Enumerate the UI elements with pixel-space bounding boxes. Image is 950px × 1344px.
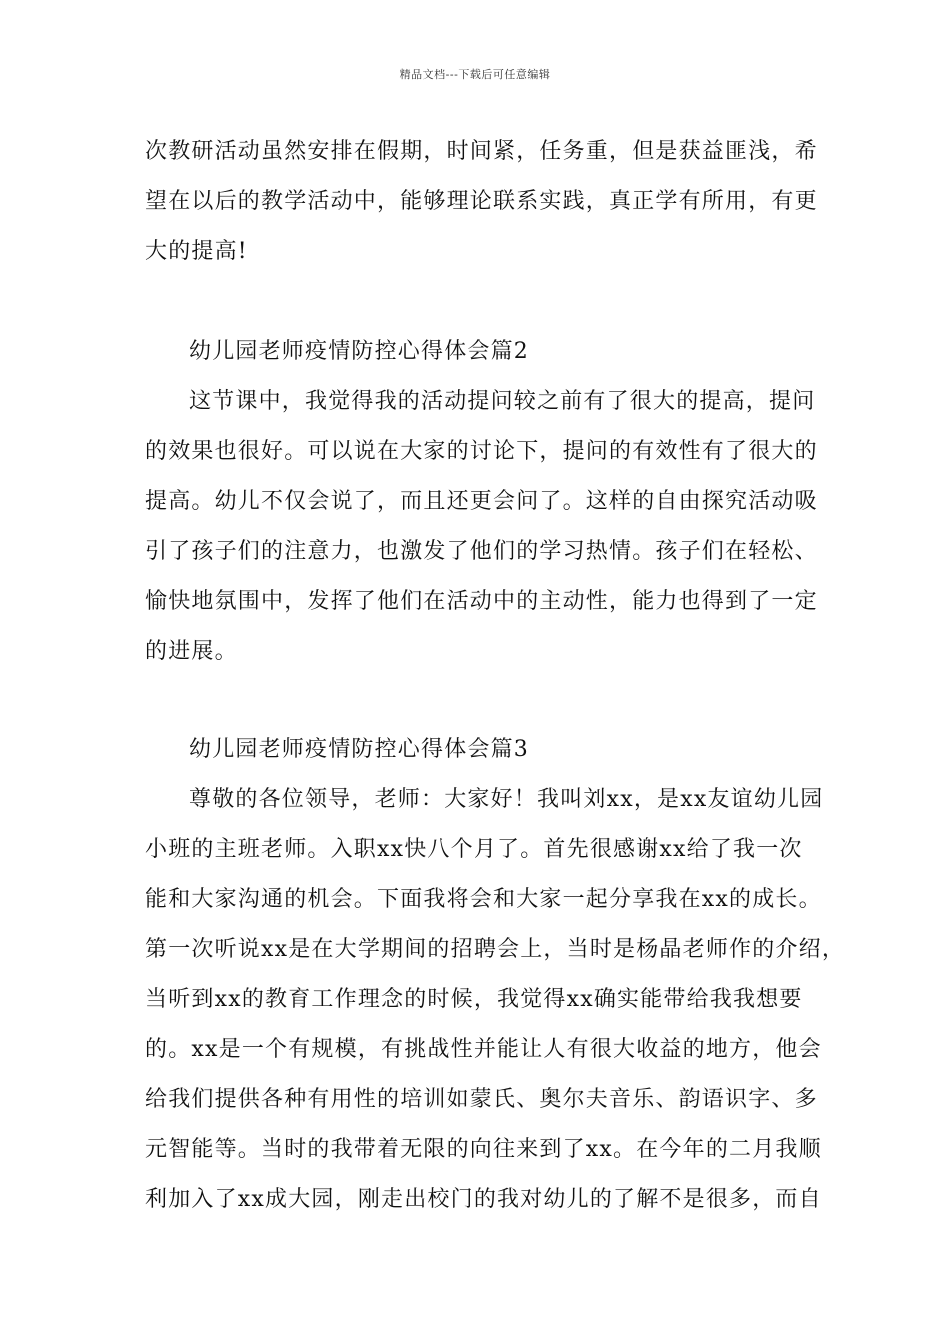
paragraph-line: 利加入了xx成大园，刚走出校门的我对幼儿的了解不是很多，而自 [145,1187,822,1212]
paragraph-line: 引了孩子们的注意力，也激发了他们的学习热情。孩子们在轻松、 [145,539,818,564]
paragraph-line: 次教研活动虽然安排在假期，时间紧，任务重，但是获益匪浅，希 [145,139,818,164]
paragraph-line: 大的提高! [145,239,248,264]
paragraph-line: 的。xx是一个有规模，有挑战性并能让人有很大收益的地方，他会 [145,1037,822,1062]
paragraph-line: 当听到xx的教育工作理念的时候，我觉得xx确实能带给我我想要 [145,987,803,1012]
paragraph-line: 小班的主班老师。入职xx快八个月了。首先很感谢xx给了我一次 [145,837,803,862]
paragraph-line: 的进展。 [145,639,238,664]
paragraph-line: 能和大家沟通的机会。下面我将会和大家一起分享我在xx的成长。 [145,887,822,912]
paragraph-line: 第一次听说xx是在大学期间的招聘会上，当时是杨晶老师作的介绍， [145,937,846,962]
section-heading: 幼儿园老师疫情防控心得体会篇2 [189,339,529,364]
paragraph-line: 给我们提供各种有用性的培训如蒙氏、奥尔夫音乐、韵语识字、多 [145,1087,818,1112]
paragraph-line: 望在以后的教学活动中，能够理论联系实践，真正学有所用，有更 [145,189,818,214]
paragraph-line: 的效果也很好。可以说在大家的讨论下，提问的有效性有了很大的 [145,439,818,464]
paragraph-line: 这节课中，我觉得我的活动提问较之前有了很大的提高，提问 [189,389,816,414]
paragraph-line: 元智能等。当时的我带着无限的向往来到了xx。在今年的二月我顺 [145,1137,822,1162]
paragraph-line: 愉快地氛围中，发挥了他们在活动中的主动性，能力也得到了一定 [145,589,818,614]
page-header: 精品文档---下载后可任意编辑 [399,68,551,81]
section-heading: 幼儿园老师疫情防控心得体会篇3 [189,737,529,762]
paragraph-line: 提高。幼儿不仅会说了，而且还更会问了。这样的自由探究活动吸 [145,489,818,514]
paragraph-line: 尊敬的各位领导，老师：大家好！我叫刘xx，是xx友谊幼儿园 [189,787,824,812]
